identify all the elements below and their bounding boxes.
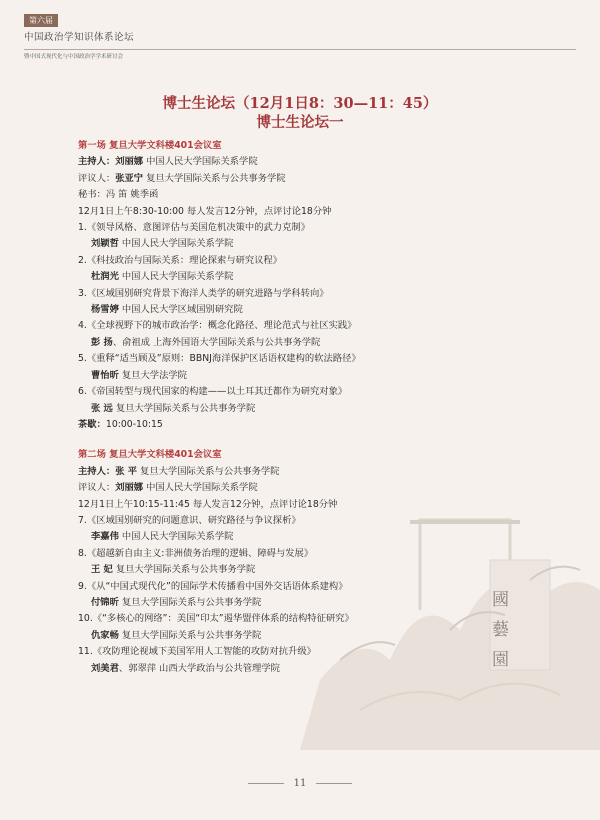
paper-title: 5.《重释“适当顾及”原则：BBNJ海洋保护区话语权建构的软法路径》	[78, 353, 361, 365]
session-2-reviewer: 评议人：刘丽娜 中国人民大学国际关系学院	[78, 482, 258, 494]
forum-title	[0, 94, 600, 132]
paper-author: 杜润光 中国人民大学国际关系学院	[91, 271, 234, 283]
conference-title: 中国政治学知识体系论坛	[24, 32, 135, 43]
session-1-host: 主持人：刘丽娜 中国人民大学国际关系学院	[78, 156, 258, 168]
paper-author: 仇家畅 复旦大学国际关系与公共事务学院	[91, 629, 262, 641]
session-1-reviewer: 评议人：张亚宁 复旦大学国际关系与公共事务学院	[78, 172, 286, 184]
paper-author: 杨雪婷 中国人民大学区域国别研究院	[91, 304, 243, 316]
paper-author: 刘美君、郭翠萍 山西大学政治与公共管理学院	[91, 662, 280, 674]
session-1-title: 第一场 复旦大学文科楼401会议室	[78, 140, 222, 151]
paper-title: 2.《科技政治与国际关系：理论探索与研究议程》	[78, 254, 283, 266]
tea-break: 茶歇：10:00-10:15	[78, 418, 163, 430]
paper-author: 彭 扬、俞祖成 上海外国语大学国际关系与公共事务学院	[91, 336, 321, 348]
header-divider	[24, 49, 576, 50]
conference-header	[24, 8, 134, 43]
footer-rule-left	[248, 783, 284, 784]
forum-title-line1: 博士生论坛（12月1日8：30—11：45）	[162, 95, 438, 112]
session-1-time: 12月1日上午8:30-10:00 每人发言12分钟，点评讨论18分钟	[78, 205, 332, 217]
paper-title: 11.《攻防理论视域下美国军用人工智能的攻防对抗升级》	[78, 646, 316, 658]
forum-title-line2: 博士生论坛一	[256, 114, 344, 131]
footer-rule-right	[316, 783, 352, 784]
paper-title: 9.《从“中国式现代化”的国际学术传播看中国外交话语体系建构》	[78, 580, 348, 592]
paper-author: 张 远 复旦大学国际关系与公共事务学院	[91, 402, 256, 414]
session-2-time: 12月1日上午10:15-11:45 每人发言12分钟，点评讨论18分钟	[78, 498, 338, 510]
paper-title: 6.《帝国转型与现代国家的构建——以土耳其迁都作为研究对象》	[78, 386, 348, 398]
session-2-host: 主持人：张 平 复旦大学国际关系与公共事务学院	[78, 465, 280, 477]
session-2-title: 第二场 复旦大学文科楼401会议室	[78, 449, 222, 461]
conference-subtitle: 暨中国式现代化与中国政治学学术研讨会	[24, 54, 124, 60]
paper-title: 4.《全球视野下的城市政治学：概念化路径、理论范式与社区实践》	[78, 320, 357, 332]
paper-author: 李嘉伟 中国人民大学国际关系学院	[91, 531, 234, 543]
page-number: 11	[293, 778, 307, 789]
paper-title: 7.《区域国别研究的问题意识、研究路径与争议探析》	[78, 514, 301, 526]
page-footer	[0, 778, 600, 789]
session-1-secretary: 秘书：冯 笛 姚季函	[78, 189, 159, 201]
paper-title: 10.《“多核心的网络”：美国“印太”遏华盟伴体系的结构特征研究》	[78, 613, 354, 625]
paper-title: 3.《区域国别研究背景下海洋人类学的研究进路与学科转向》	[78, 287, 329, 299]
edition-badge: 第六届	[24, 14, 58, 27]
paper-author: 曹怡昕 复旦大学法学院	[91, 369, 187, 381]
paper-author: 刘颖哲 中国人民大学国际关系学院	[91, 238, 234, 250]
paper-author: 王 妃 复旦大学国际关系与公共事务学院	[91, 564, 256, 576]
watermark-calligraphy: 國藝園	[492, 590, 509, 670]
paper-author: 付锦昕 复旦大学国际关系与公共事务学院	[91, 596, 262, 608]
program-content	[78, 138, 548, 677]
paper-title: 1.《领导风格、意图评估与美国危机决策中的武力克制》	[78, 222, 310, 234]
paper-title: 8.《超越新自由主义:非洲债务治理的逻辑、障碍与发展》	[78, 547, 314, 559]
